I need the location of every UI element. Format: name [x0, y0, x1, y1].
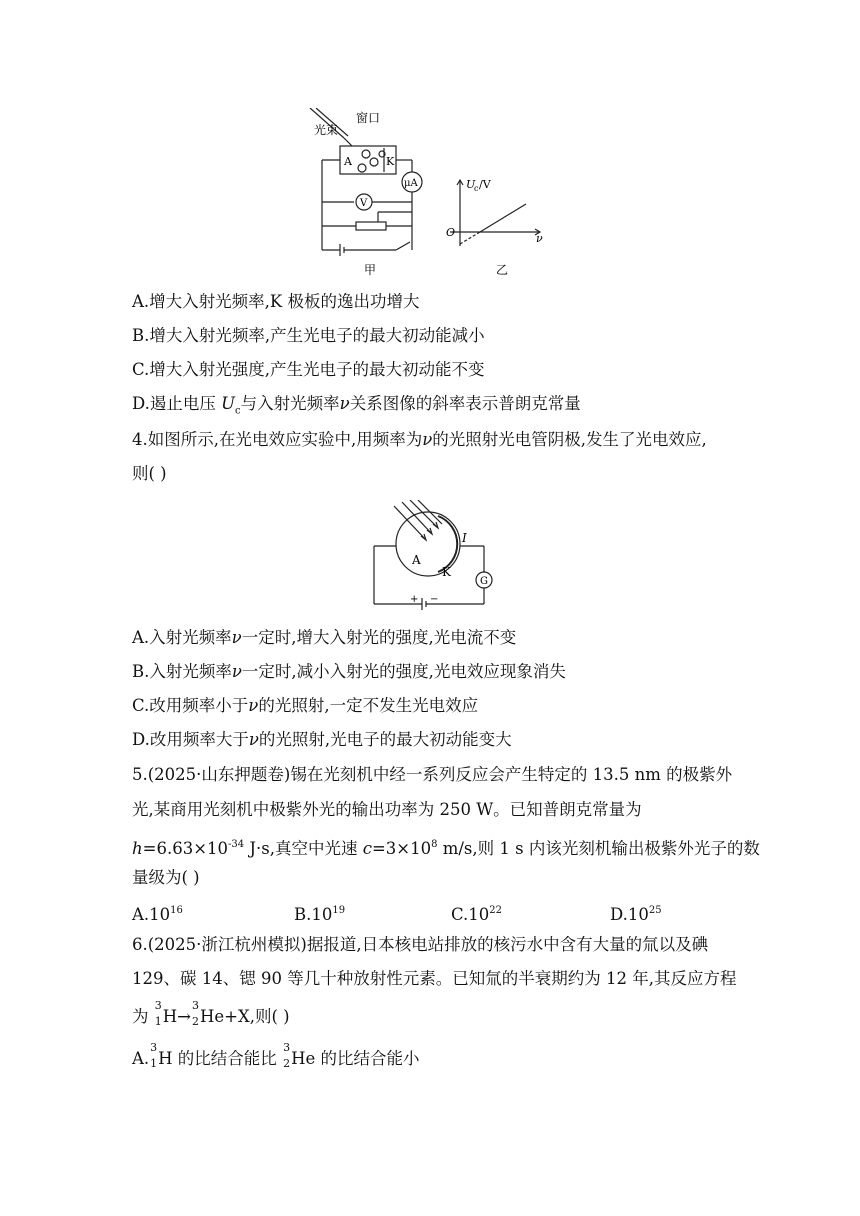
q5-option-b: $B.10^{19}$: [294, 905, 346, 924]
caption-left: 甲: [364, 263, 377, 277]
graph-ylabel-unit: /V: [479, 178, 491, 191]
plate-a-label: A: [344, 155, 352, 168]
beam-label: 光束: [314, 123, 339, 137]
caption-right: 乙: [496, 263, 509, 277]
q6-stem-line3: 为 3 1 H→ 3 2 He+X,则( ): [132, 999, 290, 1028]
q4-stem-line2: 则( ): [132, 464, 167, 483]
q4-stem-line1: 4.如图所示,在光电效应实验中,用频率为ν的光照射光电管阴极,发生了光电效应,: [132, 430, 707, 449]
photocell-figure: [366, 500, 496, 610]
photoelectric-circuit-figure: [300, 108, 560, 278]
q5-option-a: $A.10^{16}$: [132, 905, 183, 924]
plate-k-label: K: [386, 155, 395, 168]
q5-stem-line4: 量级为( ): [132, 868, 200, 887]
graph-ylabel-sub: c: [474, 184, 479, 193]
voltmeter-label: V: [360, 198, 368, 209]
current-label: I: [462, 531, 467, 545]
q6-option-a: A. 3 1 H 的比结合能比 3 2 He 的比结合能小: [132, 1041, 420, 1070]
q5-option-d: $D.10^{25}$: [610, 905, 662, 924]
window-label: 窗口: [356, 111, 381, 125]
q5-stem-line3: $h=6.63\times 10^{-34}$ J·s,真空中光速 $c=3\times 10^8$ m/s,则 1 s 内该光刻机输出极紫外光子的数: [132, 839, 760, 858]
q5-stem-line2: 光,某商用光刻机中极紫外光的输出功率为 250 W。已知普朗克常量为: [132, 800, 642, 819]
q4-option-a: A.入射光频率ν一定时,增大入射光的强度,光电流不变: [132, 628, 517, 647]
q3-option-b: B.增大入射光频率,产生光电子的最大初动能减小: [132, 326, 485, 345]
q4-option-b: B.入射光频率ν一定时,减小入射光的强度,光电效应现象消失: [132, 662, 566, 681]
cathode-label: K: [442, 565, 451, 579]
ammeter-label: μA: [404, 178, 418, 189]
galvanometer-label: G: [480, 576, 488, 587]
q5-stem-line1: 5.(2025·山东押题卷)锡在光刻机中经一系列反应会产生特定的 13.5 nm 的极紫外: [132, 765, 733, 784]
anode-label: A: [412, 553, 421, 567]
graph-ylabel: U: [466, 178, 476, 191]
q3-option-d: D.遏止电压 $U_c$与入射光频率ν关系图像的斜率表示普朗克常量: [132, 394, 581, 417]
q6-stem-line1: 6.(2025·浙江杭州模拟)据报道,日本核电站排放的核污水中含有大量的氚以及碘: [132, 935, 709, 954]
q3-option-c: C.增大入射光强度,产生光电子的最大初动能不变: [132, 360, 485, 379]
q4-option-d: D.改用频率大于ν的光照射,光电子的最大初动能变大: [132, 730, 512, 749]
battery-minus: −: [430, 594, 439, 605]
q5-option-c: $C.10^{22}$: [451, 905, 503, 924]
graph-origin: O: [446, 226, 456, 239]
battery-plus: +: [410, 594, 419, 605]
q3-option-a: A.增大入射光频率,K 极板的逸出功增大: [132, 292, 420, 311]
graph-xlabel: ν: [536, 232, 543, 245]
q6-stem-line2: 129、碳 14、锶 90 等几十种放射性元素。已知氚的半衰期约为 12 年,其反应方程: [132, 969, 737, 988]
q4-option-c: C.改用频率小于ν的光照射,一定不发生光电效应: [132, 696, 479, 715]
